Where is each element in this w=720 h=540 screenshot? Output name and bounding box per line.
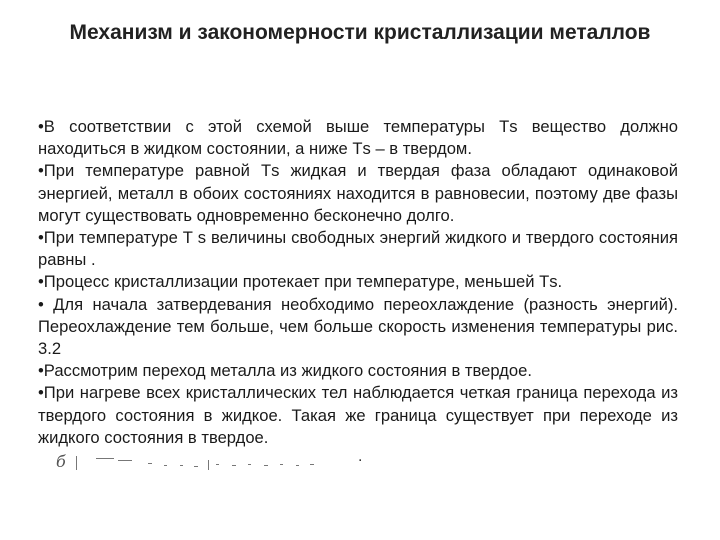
figure-fragment-line <box>310 464 314 465</box>
slide-body <box>38 116 678 449</box>
bullet-paragraph: •При температуре Т s величины свободных энергий жидкого и твердого состояния равны . <box>38 228 678 270</box>
figure-fragment-line <box>96 458 114 459</box>
figure-fragment-line <box>180 465 183 466</box>
figure-fragment-line <box>148 463 152 464</box>
figure-fragment-line <box>118 460 132 461</box>
bullet-paragraph: •В соответствии с этой схемой выше температуры Тs вещество должно находиться в жидком состоянии, а ниже Тs – в твердом. <box>38 117 678 159</box>
figure-fragment-line <box>208 460 209 470</box>
cropped-figure-strip <box>52 452 334 474</box>
figure-fragment-line <box>164 465 167 466</box>
figure-fragment-line <box>280 464 283 465</box>
bullet-paragraph: •Рассмотрим переход металла из жидкого состояния в твердое. <box>38 361 532 381</box>
bullet-paragraph: •При нагреве всех кристаллических тел наблюдается четкая граница перехода из твердого состояния в жидкое. Такая же граница существует при переходе из жидкого состояния в твердое. <box>38 383 678 447</box>
figure-fragment-line <box>76 456 77 470</box>
figure-fragment-glyph: б <box>56 452 66 471</box>
bullet-paragraph: •Процесс кристаллизации протекает при температуре, меньшей Тs. <box>38 272 563 292</box>
bullet-paragraph: •При температуре равной Тs жидкая и твердая фаза обладают одинаковой энергией, металл в обоих состояниях находится в равновесии, поэтому две фазы могут существовать одновременно бесконечно долго. <box>38 161 678 225</box>
figure-fragment-line <box>264 465 268 466</box>
figure-fragment-line <box>216 464 219 465</box>
figure-fragment-line <box>296 465 299 466</box>
figure-fragment-line <box>232 465 236 466</box>
bullet-paragraph: • Для начала затвердевания необходимо переохлаждение (разность энергий). Переохлаждение тем больше, чем больше скорость изменения температуры рис. 3.2 <box>38 294 678 359</box>
slide-title: Механизм и закономерности кристаллизации металлов <box>69 21 651 44</box>
figure-fragment-line <box>248 464 251 465</box>
trailing-dot: . <box>358 448 363 465</box>
figure-fragment-line <box>194 466 198 467</box>
